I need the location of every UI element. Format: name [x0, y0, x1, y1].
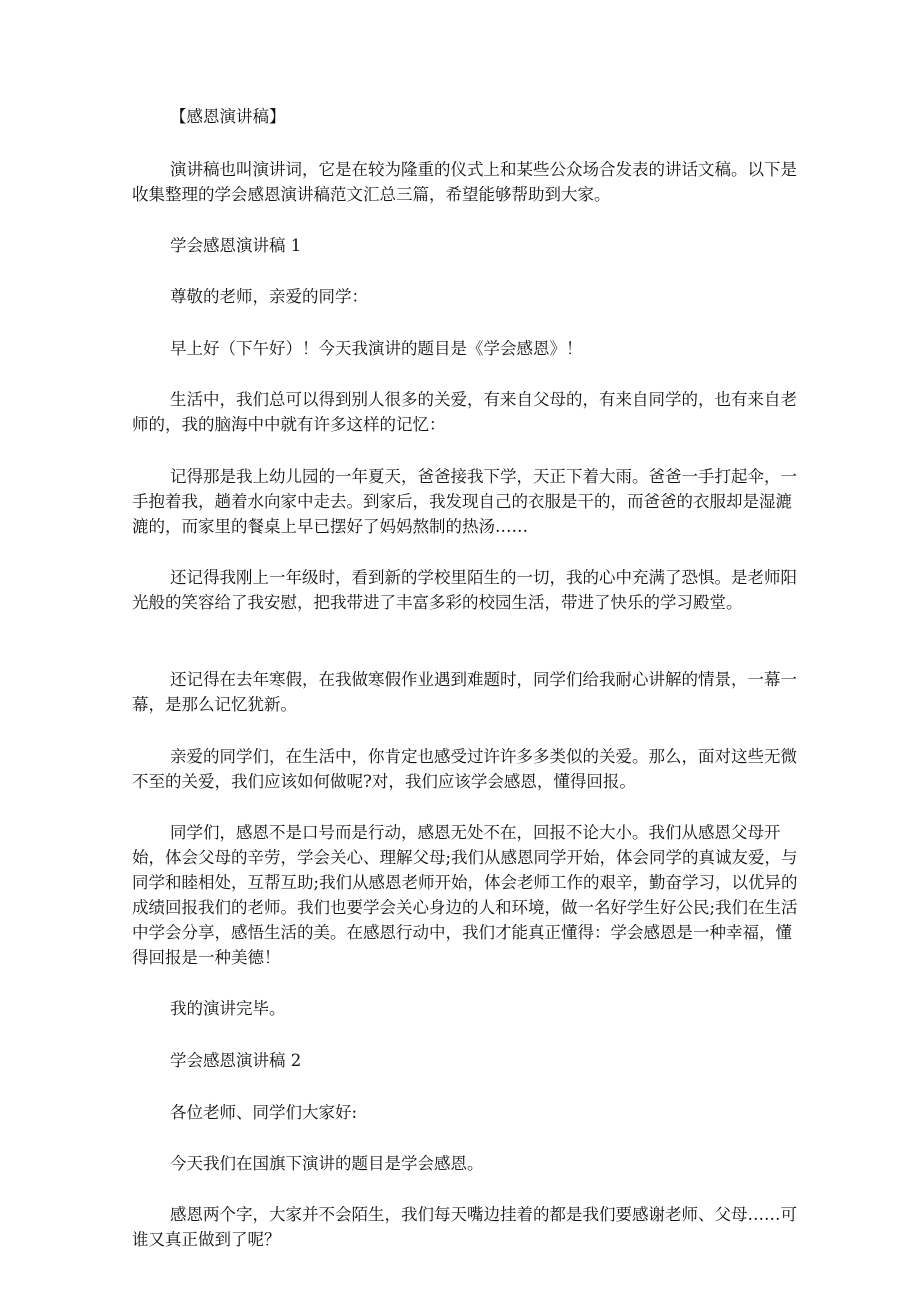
section-heading-2: 学会感恩演讲稿 2 — [170, 1051, 302, 1070]
document-title: 【感恩演讲稿】 — [170, 107, 286, 126]
body-paragraph-life: 生活中，我们总可以得到别人很多的关爱，有来自父母的，有来自同学的，也有来自老师的，我的脑海中中就有许多这样的记忆： — [132, 390, 797, 434]
body-paragraph-first-grade: 还记得我刚上一年级时，看到新的学校里陌生的一切，我的心中充满了恐惧。是老师阳光般的笑容给了我安慰，把我带进了丰富多彩的校园生活，带进了快乐的学习殿堂。 — [132, 568, 797, 612]
body-paragraph-winter: 还记得在去年寒假，在我做寒假作业遇到难题时，同学们给我耐心讲解的情景，一幕一幕，是那么记忆犹新。 — [132, 670, 797, 714]
intro-paragraph: 演讲稿也叫演讲词，它是在较为隆重的仪式上和某些公众场合发表的讲话文稿。以下是收集整理的学会感恩演讲稿范文汇总三篇，希望能够帮助到大家。 — [132, 160, 797, 204]
body-paragraph-gratitude: 感恩两个字，大家并不会陌生，我们每天嘴边挂着的都是我们要感谢老师、父母……可谁又真正做到了呢？ — [132, 1205, 797, 1249]
body-paragraph-classmates: 亲爱的同学们，在生活中，你肯定也感受过许许多多类似的关爱。那么，面对这些无微不至的关爱，我们应该如何做呢?对，我们应该学会感恩，懂得回报。 — [132, 747, 797, 791]
body-paragraph-kindergarten: 记得那是我上幼儿园的一年夏天，爸爸接我下学，天正下着大雨。爸爸一手打起伞，一手抱着我，趟着水向家中走去。到家后，我发现自己的衣服是干的，而爸爸的衣服却是湿漉漉的，而家里的餐桌上早已摆好了妈妈熬制的热汤…… — [132, 467, 797, 536]
topic-line: 今天我们在国旗下演讲的题目是学会感恩。 — [170, 1154, 484, 1173]
closing-line: 我的演讲完毕。 — [170, 999, 286, 1018]
body-paragraph-action: 同学们，感恩不是口号而是行动，感恩无处不在，回报不论大小。我们从感恩父母开始，体会父母的辛劳，学会关心、理解父母;我们从感恩同学开始，体会同学的真诚友爱，与同学和睦相处，互帮互助;我们从感恩老师开始，体会老师工作的艰辛，勤奋学习，以优异的成绩回报我们的老师。我们也要学会关心身边的人和环境，做一名好学生好公民;我们在生活中学会分享，感悟生活的美。在感恩行动中，我们才能真正懂得：学会感恩是一种幸福，懂得回报是一种美德！ — [132, 823, 798, 967]
greeting-paragraph: 早上好（下午好）！今天我演讲的题目是《学会感恩》！ — [170, 339, 583, 358]
salutation-2: 各位老师、同学们大家好: — [170, 1103, 358, 1122]
salutation-1: 尊敬的老师，亲爱的同学： — [170, 287, 368, 306]
section-heading-1: 学会感恩演讲稿 1 — [170, 236, 302, 255]
